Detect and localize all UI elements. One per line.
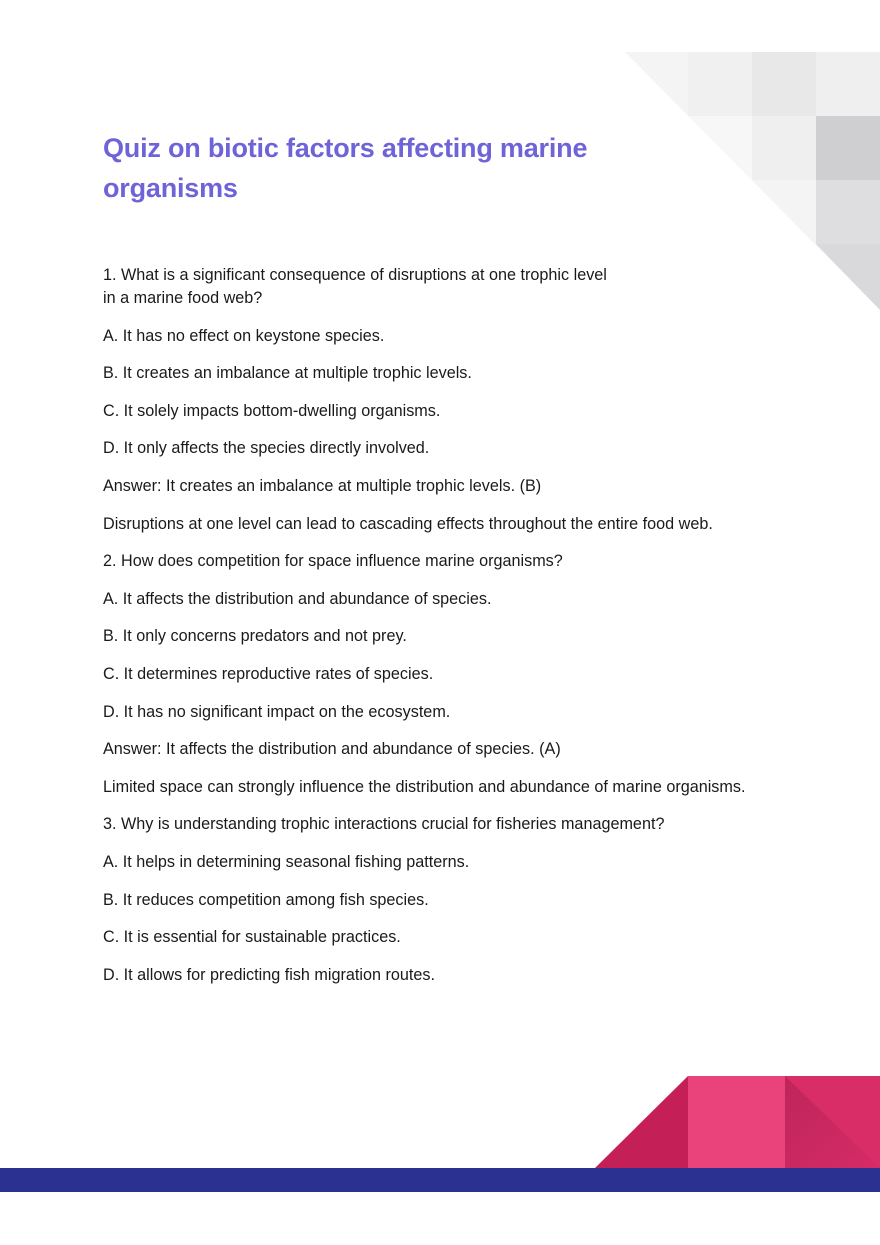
option-b: B. It only concerns predators and not prey. (103, 627, 407, 646)
option-b: B. It reduces competition among fish species. (103, 890, 429, 909)
option-a: A. It has no effect on keystone species. (103, 326, 385, 345)
explanation-text: Limited space can strongly influence the distribution and abundance of marine organisms. (103, 777, 746, 796)
question-block-3 (103, 813, 768, 986)
footer-decoration (0, 1070, 880, 1245)
question-block-2 (103, 550, 768, 799)
option-d: D. It allows for predicting fish migration routes. (103, 965, 435, 984)
question-text: 2. How does competition for space influence marine organisms? (103, 552, 563, 571)
question-text: 3. Why is understanding trophic interactions crucial for fisheries management? (103, 815, 665, 834)
answer-text: Answer: It affects the distribution and abundance of species. (A) (103, 740, 561, 759)
option-d: D. It only affects the species directly involved. (103, 439, 430, 458)
option-d: D. It has no significant impact on the ecosystem. (103, 702, 451, 721)
page-title: Quiz on biotic factors affecting marine organisms (103, 133, 588, 203)
question-text: 1. What is a significant consequence of disruptions at one trophic level in a marine food web? (103, 266, 607, 307)
option-b: B. It creates an imbalance at multiple trophic levels. (103, 364, 472, 383)
option-c: C. It is essential for sustainable practices. (103, 928, 401, 947)
option-a: A. It affects the distribution and abundance of species. (103, 589, 492, 608)
option-c: C. It solely impacts bottom-dwelling organisms. (103, 401, 441, 420)
option-c: C. It determines reproductive rates of species. (103, 664, 434, 683)
quiz-content (103, 264, 768, 1001)
option-a: A. It helps in determining seasonal fishing patterns. (103, 852, 470, 871)
explanation-text: Disruptions at one level can lead to cascading effects throughout the entire food web. (103, 514, 713, 533)
question-block-1 (103, 264, 768, 536)
answer-text: Answer: It creates an imbalance at multiple trophic levels. (B) (103, 476, 542, 495)
